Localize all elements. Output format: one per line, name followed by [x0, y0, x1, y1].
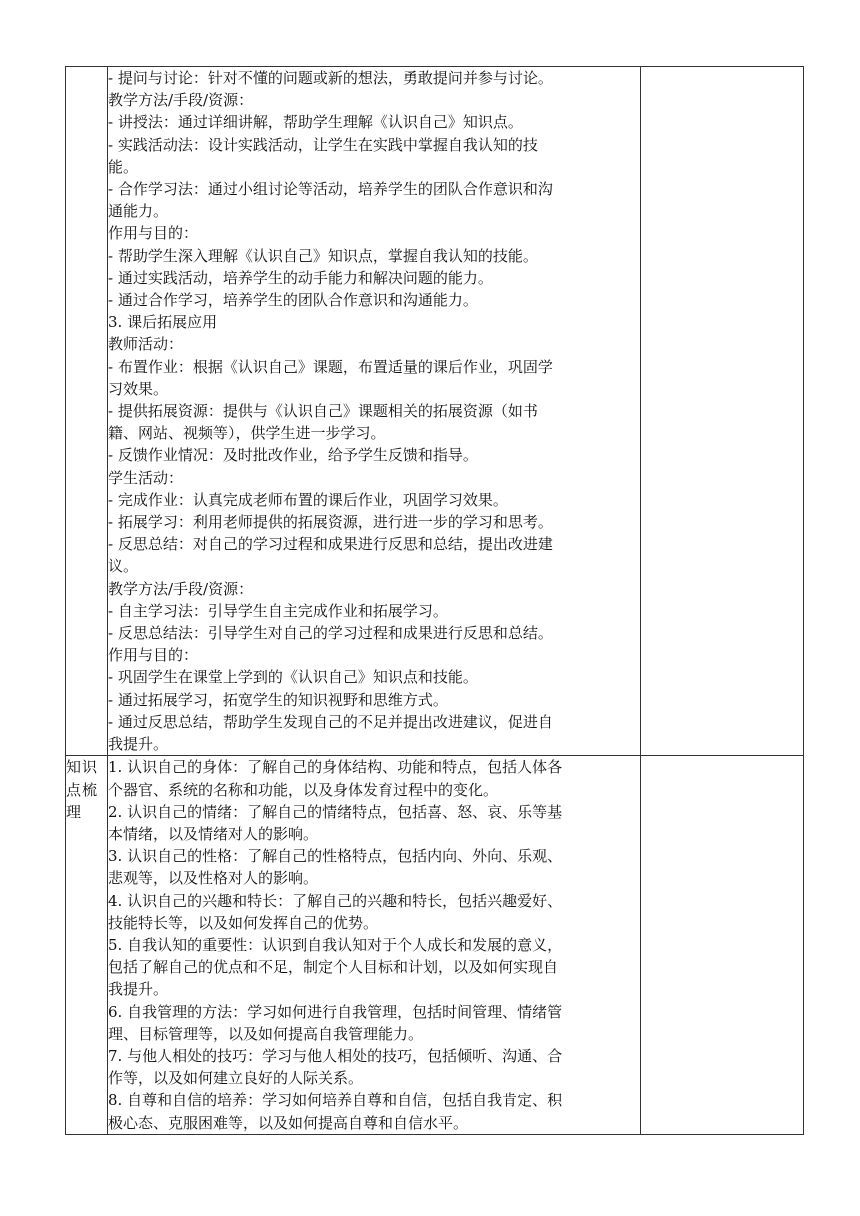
- content-line: 教师活动：: [108, 335, 184, 354]
- content-line: 作用与目的：: [108, 646, 199, 665]
- content-line: - 提问与讨论：针对不懂的问题或新的想法，勇敢提问并参与讨论。: [108, 69, 553, 87]
- content-line: 教学方法/手段/资源：: [108, 579, 254, 598]
- row-label-cell: [66, 67, 108, 756]
- content-line: 我提升。: [108, 735, 169, 754]
- content-line: 理、目标管理等，以及如何提高自我管理能力。: [108, 1024, 424, 1043]
- row-notes-cell: [641, 756, 804, 1134]
- content-line: - 反思总结：对自己的学习过程和成果进行反思和总结，提出改进建: [108, 535, 553, 554]
- content-line: 极心态、克服困难等，以及如何提高自尊和自信水平。: [108, 1113, 469, 1132]
- content-line: 教学方法/手段/资源：: [108, 91, 254, 110]
- content-line: 技能特长等，以及如何发挥自己的优势。: [108, 913, 379, 932]
- content-line: 籍、网站、视频等），供学生进一步学习。: [108, 424, 386, 443]
- content-line: - 合作学习法：通过小组讨论等活动，培养学生的团队合作意识和沟: [108, 180, 553, 199]
- content-line: 作等，以及如何建立良好的人际关系。: [108, 1069, 364, 1088]
- content-line: - 讲授法：通过详细讲解，帮助学生理解《认识自己》知识点。: [108, 113, 523, 132]
- content-line: 习效果。: [108, 379, 169, 398]
- content-line: - 实践活动法：设计实践活动，让学生在实践中掌握自我认知的技: [108, 135, 538, 154]
- row-content-cell: [108, 756, 641, 1134]
- content-line: - 通过拓展学习，拓宽学生的知识视野和思维方式。: [108, 690, 448, 709]
- content-line: 1. 认识自己的身体：了解自己的身体结构、功能和特点，包括人体各: [108, 758, 563, 777]
- content-line: - 提供拓展资源：提供与《认识自己》课题相关的拓展资源（如书: [108, 402, 538, 421]
- row-notes-cell: [641, 67, 804, 756]
- row-label-cell: 知识点梳理: [66, 756, 108, 1134]
- table-body: [66, 67, 804, 1135]
- content-line: 能。: [108, 157, 139, 176]
- content-line: 议。: [108, 557, 139, 576]
- content-line: - 反馈作业情况：及时批改作业，给予学生反馈和指导。: [108, 446, 478, 465]
- content-line: 3. 课后拓展应用: [108, 313, 218, 332]
- content-line: 2. 认识自己的情绪：了解自己的情绪特点，包括喜、怒、哀、乐等基: [108, 802, 563, 821]
- content-line: 8. 自尊和自信的培养：学习如何培养自尊和自信，包括自我肯定、积: [108, 1091, 563, 1110]
- content-line: 7. 与他人相处的技巧：学习与他人相处的技巧，包括倾听、沟通、合: [108, 1046, 563, 1065]
- content-line: - 巩固学生在课堂上学到的《认识自己》知识点和技能。: [108, 668, 478, 687]
- content-line: 通能力。: [108, 202, 169, 221]
- content-line: - 布置作业：根据《认识自己》课题，布置适量的课后作业，巩固学: [108, 357, 553, 376]
- content-line: - 完成作业：认真完成老师布置的课后作业，巩固学习效果。: [108, 490, 508, 509]
- content-line: - 拓展学习：利用老师提供的拓展资源，进行进一步的学习和思考。: [108, 513, 553, 532]
- lesson-plan-table: [65, 66, 804, 1135]
- content-line: 学生活动：: [108, 468, 184, 487]
- content-line: 5. 自我认知的重要性：认识到自我认知对于个人成长和发展的意义，: [108, 935, 563, 954]
- content-line: 作用与目的：: [108, 224, 199, 243]
- table-row: [66, 67, 804, 756]
- content-line: - 自主学习法：引导学生自主完成作业和拓展学习。: [108, 601, 448, 620]
- content-line: 个器官、系统的名称和功能，以及身体发育过程中的变化。: [108, 780, 499, 799]
- content-line: 6. 自我管理的方法：学习如何进行自我管理，包括时间管理、情绪管: [108, 1002, 563, 1021]
- content-line: 包括了解自己的优点和不足，制定个人目标和计划，以及如何实现自: [108, 958, 559, 977]
- table-row: [66, 756, 804, 1134]
- content-line: - 帮助学生深入理解《认识自己》知识点，掌握自我认知的技能。: [108, 246, 538, 265]
- content-line: 本情绪，以及情绪对人的影响。: [108, 824, 319, 843]
- row-content-cell: [108, 67, 641, 756]
- content-line: 我提升。: [108, 980, 169, 999]
- content-line: - 反思总结法：引导学生对自己的学习过程和成果进行反思和总结。: [108, 624, 553, 643]
- content-line: 4. 认识自己的兴趣和特长：了解自己的兴趣和特长，包括兴趣爱好、: [108, 891, 563, 910]
- content-line: - 通过反思总结，帮助学生发现自己的不足并提出改进建议，促进自: [108, 712, 553, 731]
- content-line: 悲观等，以及性格对人的影响。: [108, 869, 319, 888]
- content-line: - 通过实践活动，培养学生的动手能力和解决问题的能力。: [108, 268, 493, 287]
- content-line: - 通过合作学习，培养学生的团队合作意识和沟通能力。: [108, 291, 478, 310]
- content-line: 3. 认识自己的性格：了解自己的性格特点，包括内向、外向、乐观、: [108, 847, 563, 866]
